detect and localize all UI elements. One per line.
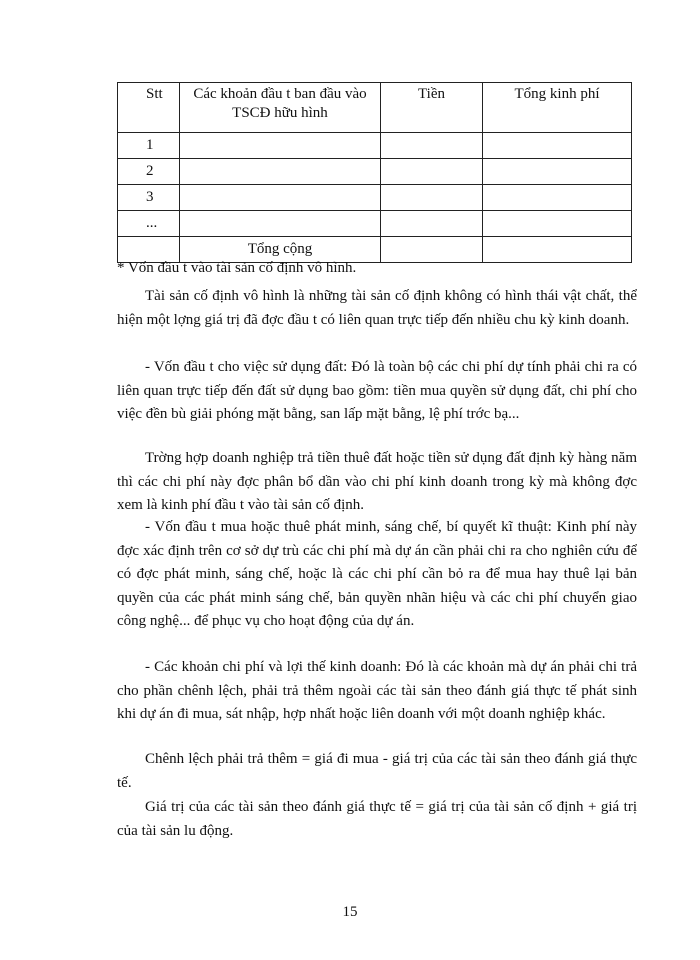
row-index: 1 — [118, 133, 180, 159]
paragraph-goodwill: - Các khoản chi phí và lợi thế kinh doanh: Đó là các khoản mà dự án phải chi trả cho phần chênh lệch, phải trả thêm ngoài các tài sản theo đánh giá thực tế phát sinh khi dự án đi mua, sát nhập, hợp nhất hoặc liên doanh với một doanh nghiệp khác. — [117, 659, 637, 722]
header-money: Tiền — [381, 83, 483, 133]
row-index: ... — [118, 211, 180, 237]
table-row — [118, 159, 632, 185]
page-number: 15 — [342, 904, 358, 920]
total-label: Tổng cộng — [180, 237, 381, 263]
paragraph-value-formula: Giá trị của các tài sản theo đánh giá thực tế = giá trị của tài sản cố định + giá trị của tài sản lu động. — [117, 799, 637, 839]
paragraph-intangible-assets: Tài sản cố định vô hình là những tài sản cố định không có hình thái vật chất, thể hiện một lợng giá trị đã đợc đầu t có liên quan trực tiếp đến nhiều chu kỳ kinh doanh. — [117, 288, 637, 328]
paragraph-difference-formula: Chênh lệch phải trả thêm = giá đi mua - giá trị của các tài sản theo đánh giá thực tế. — [117, 751, 637, 791]
header-total-cost: Tổng kinh phí — [483, 83, 632, 133]
paragraph-land-use: - Vốn đầu t cho việc sử dụng đất: Đó là toàn bộ các chi phí dự tính phải chi ra có liên quan trực tiếp đến đất sử dụng bao gồm: tiền mua quyền sử dụng đất, chi phí cho việc đền bù giải phóng mặt bằng, san lấp mặt bằng, lệ phí trớc bạ... — [117, 359, 637, 422]
investment-table — [117, 82, 632, 263]
paragraph-land-rent: Trờng hợp doanh nghiệp trả tiền thuê đất hoặc tiền sử dụng đất định kỳ hàng năm thì các chi phí này đợc phân bổ dần vào chi phí kinh doanh trong kỳ mà không đợc xem là kinh phí đầu t vào tài sản cố định. — [117, 450, 637, 513]
row-index: 3 — [118, 185, 180, 211]
table-row — [118, 133, 632, 159]
table-row — [118, 185, 632, 211]
paragraph-patents: - Vốn đầu t mua hoặc thuê phát minh, sáng chế, bí quyết kĩ thuật: Kinh phí này đợc xác định trên cơ sở dự trù các chi phí mà dự án cần phải chi ra cho nghiên cứu để có đợc phát minh, sáng chế, hoặc là các chi phí cần bỏ ra để mua hay thuê lại bản quyền của các phát minh sáng chế, bản quyền nhãn hiệu và các chi phí chuyển giao công nghệ... để phục vụ cho hoạt động của dự án. — [117, 519, 637, 629]
header-investment-items: Các khoản đầu t ban đầu vào TSCĐ hữu hình — [180, 83, 381, 133]
row-index: 2 — [118, 159, 180, 185]
section-note: * Vốn đầu t vào tài sản cố định vô hình. — [117, 260, 357, 276]
table-header-row — [118, 83, 632, 133]
table-total-row — [118, 237, 632, 263]
table-row — [118, 211, 632, 237]
header-stt: Stt — [118, 83, 180, 133]
